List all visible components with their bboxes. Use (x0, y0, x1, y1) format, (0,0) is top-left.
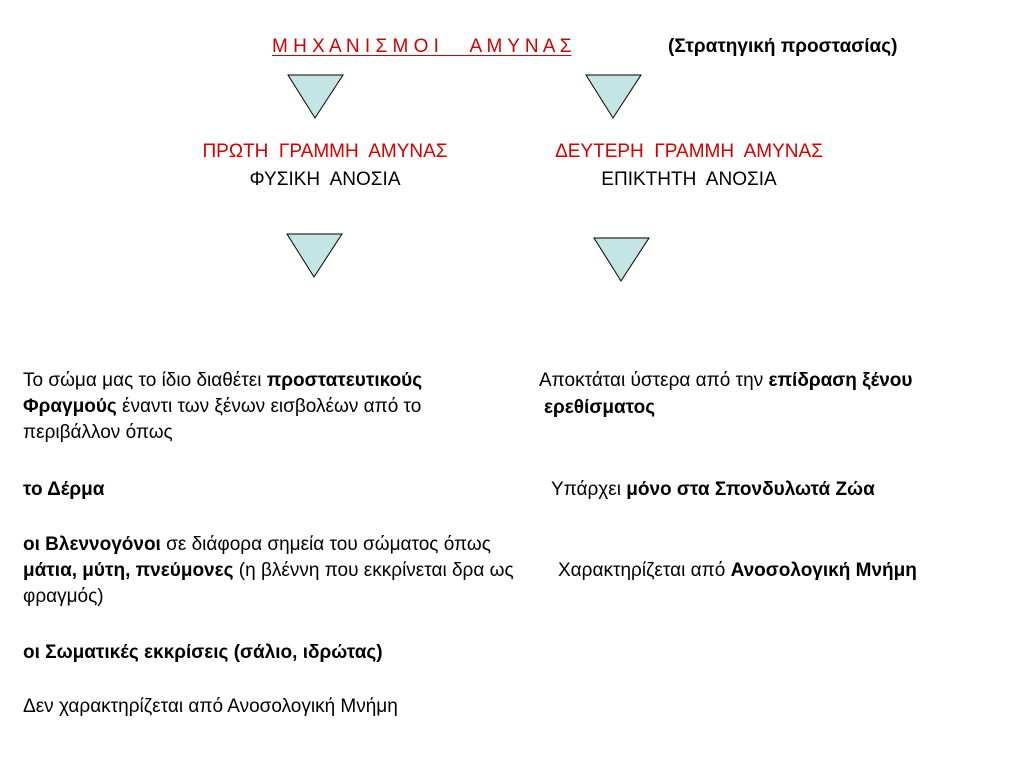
first-line-heading: ΠΡΩΤΗ ΓΡΑΜΜΗ ΑΜΥΝΑΣ (202, 141, 448, 162)
left-paragraph-no-memory: Δεν χαρακτηρίζεται από Ανοσολογική Μνήμη (23, 696, 398, 717)
arrow-down-triangle-top-right (584, 74, 644, 120)
arrow-down-triangle-bottom-left (285, 233, 345, 279)
first-line-subheading: ΦΥΣΙΚΗ ΑΝΟΣΙΑ (249, 169, 401, 190)
left-paragraph-skin: το Δέρμα (23, 479, 105, 500)
diagram-title: Μ Η Χ Α Ν Ι Σ Μ Ο Ι Α Μ Υ Ν Α Σ (272, 36, 572, 57)
arrow-down-triangle-top-left (286, 74, 346, 120)
left-paragraph-secretions: οι Σωματικές εκκρίσεις (σάλιο, ιδρώτας) (23, 642, 383, 663)
second-line-heading: ΔΕΥΤΕΡΗ ΓΡΑΜΜΗ ΑΜΥΝΑΣ (555, 141, 823, 162)
arrow-down-triangle-bottom-right (592, 237, 652, 283)
left-paragraph-mucosa: οι Βλεννογόνοι σε διάφορα σημεία του σώματος όπως μάτια, μύτη, πνεύμονες (η βλέννη που εκκρίνεται δρα ως φραγμός) (23, 534, 514, 607)
right-paragraph-acquired: Αποκτάται ύστερα από την επίδραση ξένου (539, 370, 913, 391)
right-paragraph-vertebrates: Υπάρχει μόνο στα Σπονδυλωτά Ζώα (551, 479, 875, 500)
right-paragraph-memory: Χαρακτηρίζεται από Ανοσολογική Μνήμη (558, 560, 917, 581)
diagram-subtitle: (Στρατηγική προστασίας) (668, 36, 898, 57)
second-line-subheading: ΕΠΙΚΤΗΤΗ ΑΝΟΣΙΑ (601, 169, 777, 190)
right-paragraph-stimulus: ερεθίσματος (544, 397, 656, 418)
left-paragraph-barriers: Το σώμα μας το ίδιο διαθέτει προστατευτικούς Φραγμούς έναντι των ξένων εισβολέων από το περιβάλλον όπως (23, 370, 423, 443)
